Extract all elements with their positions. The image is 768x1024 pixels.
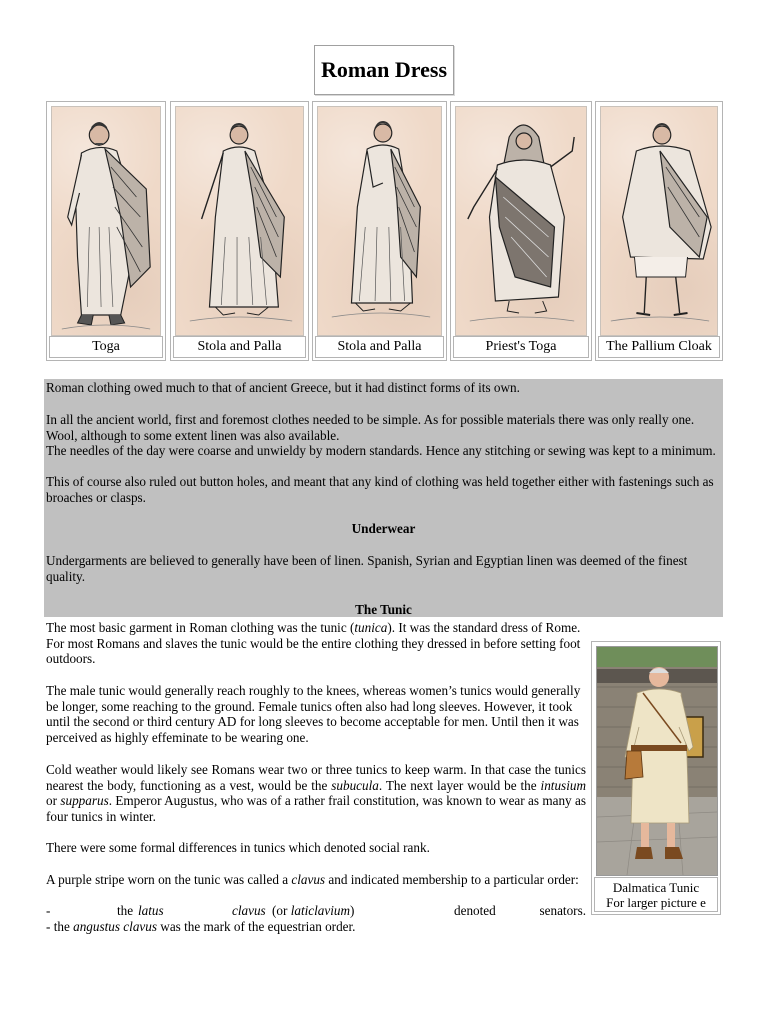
term-latus: latus bbox=[138, 903, 164, 918]
tunic-paragraph-5: A purple stripe worn on the tunic was called a clavus and indicated membership to a particular order: bbox=[46, 872, 579, 887]
term-laticlavium: laticlavium bbox=[290, 903, 351, 918]
tunic-paragraph-2: The male tunic would generally reach roughly to the knees, whereas women’s tunics would generally be longer, some reaching to the ground. Female tunics often also had long sleeves. However, it took until the second or third century AD for long sleeves to become acceptable for men. Until then it was perceived as highly effeminate to be wearing one. bbox=[46, 683, 581, 745]
figure-priest-toga bbox=[450, 101, 592, 361]
priest-toga-figure-icon bbox=[455, 106, 587, 336]
term-intusium: intusium bbox=[540, 777, 586, 793]
intro-paragraph-3: The needles of the day were coarse and unwieldy by modern standards. Hence any stitching or sewing was kept to a minimum. bbox=[46, 443, 716, 458]
figure-pallium-cloak bbox=[595, 101, 723, 361]
intro-paragraph-1: Roman clothing owed much to that of ancient Greece, but it had distinct forms of its own. bbox=[46, 380, 520, 395]
term-clavus-2: clavus bbox=[232, 903, 266, 918]
term-tunica: tunica bbox=[354, 620, 388, 635]
term-subucula: subucula bbox=[331, 777, 379, 793]
toga-figure-icon bbox=[51, 106, 161, 336]
term-clavus: clavus bbox=[291, 872, 326, 887]
figure-caption: Stola and Palla bbox=[315, 336, 444, 358]
dalmatica-photo-box[interactable] bbox=[591, 641, 721, 915]
man-in-tunic-photo-icon[interactable] bbox=[596, 646, 718, 876]
stola-palla-figure-icon bbox=[317, 106, 442, 336]
stola-palla-figure-icon bbox=[175, 106, 304, 336]
tunic-heading: The Tunic bbox=[355, 602, 412, 617]
figure-toga bbox=[46, 101, 166, 361]
page-title: Roman Dress bbox=[314, 45, 454, 95]
term-angustus-clavus: angustus clavus bbox=[73, 919, 157, 934]
figure-caption: Stola and Palla bbox=[173, 336, 306, 358]
tunic-paragraph-4: There were some formal differences in tunics which denoted social rank. bbox=[46, 840, 430, 855]
intro-paragraph-4: This of course also ruled out button holes, and meant that any kind of clothing was held together either with fastenings such as broaches or clasps. bbox=[46, 474, 714, 505]
intro-paragraph-2: In all the ancient world, first and foremost clothes needed to be simple. As for possible materials there was only really one. Wool, although to some extent linen was also available. bbox=[46, 412, 695, 443]
term-supparus: supparus bbox=[60, 793, 109, 808]
underwear-heading: Underwear bbox=[351, 521, 416, 536]
figure-caption: Priest's Toga bbox=[453, 336, 589, 358]
underwear-paragraph: Undergarments are believed to generally have been of linen. Spanish, Syrian and Egyptian linen was deemed of the finest quality. bbox=[46, 553, 688, 584]
figure-caption: The Pallium Cloak bbox=[598, 336, 720, 358]
clavus-list-item-senators: - the latus clavus (or laticlavium) denoted senators. bbox=[46, 903, 586, 918]
figure-stola-palla bbox=[170, 101, 309, 361]
figure-caption: Toga bbox=[49, 336, 163, 358]
tunic-paragraph-1: The most basic garment in Roman clothing was the tunic (tunica). It was the standard dress of Rome. For most Romans and slaves the tunic would be the entire clothing they dressed in before setting foot outdoors. bbox=[46, 620, 581, 666]
figure-stola-palla-2 bbox=[312, 101, 447, 361]
clavus-list-item-equestrian: - the angustus clavus was the mark of the equestrian order. bbox=[46, 919, 356, 934]
pallium-cloak-figure-icon bbox=[600, 106, 718, 336]
larger-picture-link[interactable]: For larger picture e bbox=[606, 895, 706, 910]
tunic-paragraph-3: Cold weather would likely see Romans wear two or three tunics to keep warm. In that case the tunics nearest the body, functioning as a vest, would be the subucula. The next layer would be the intusium or supparus. Emperor Augustus, who was of a rather frail constitution, was known to wear as many as four tunics in winter. bbox=[46, 762, 586, 824]
photo-caption[interactable]: Dalmatica Tunic For larger picture e bbox=[594, 877, 718, 912]
